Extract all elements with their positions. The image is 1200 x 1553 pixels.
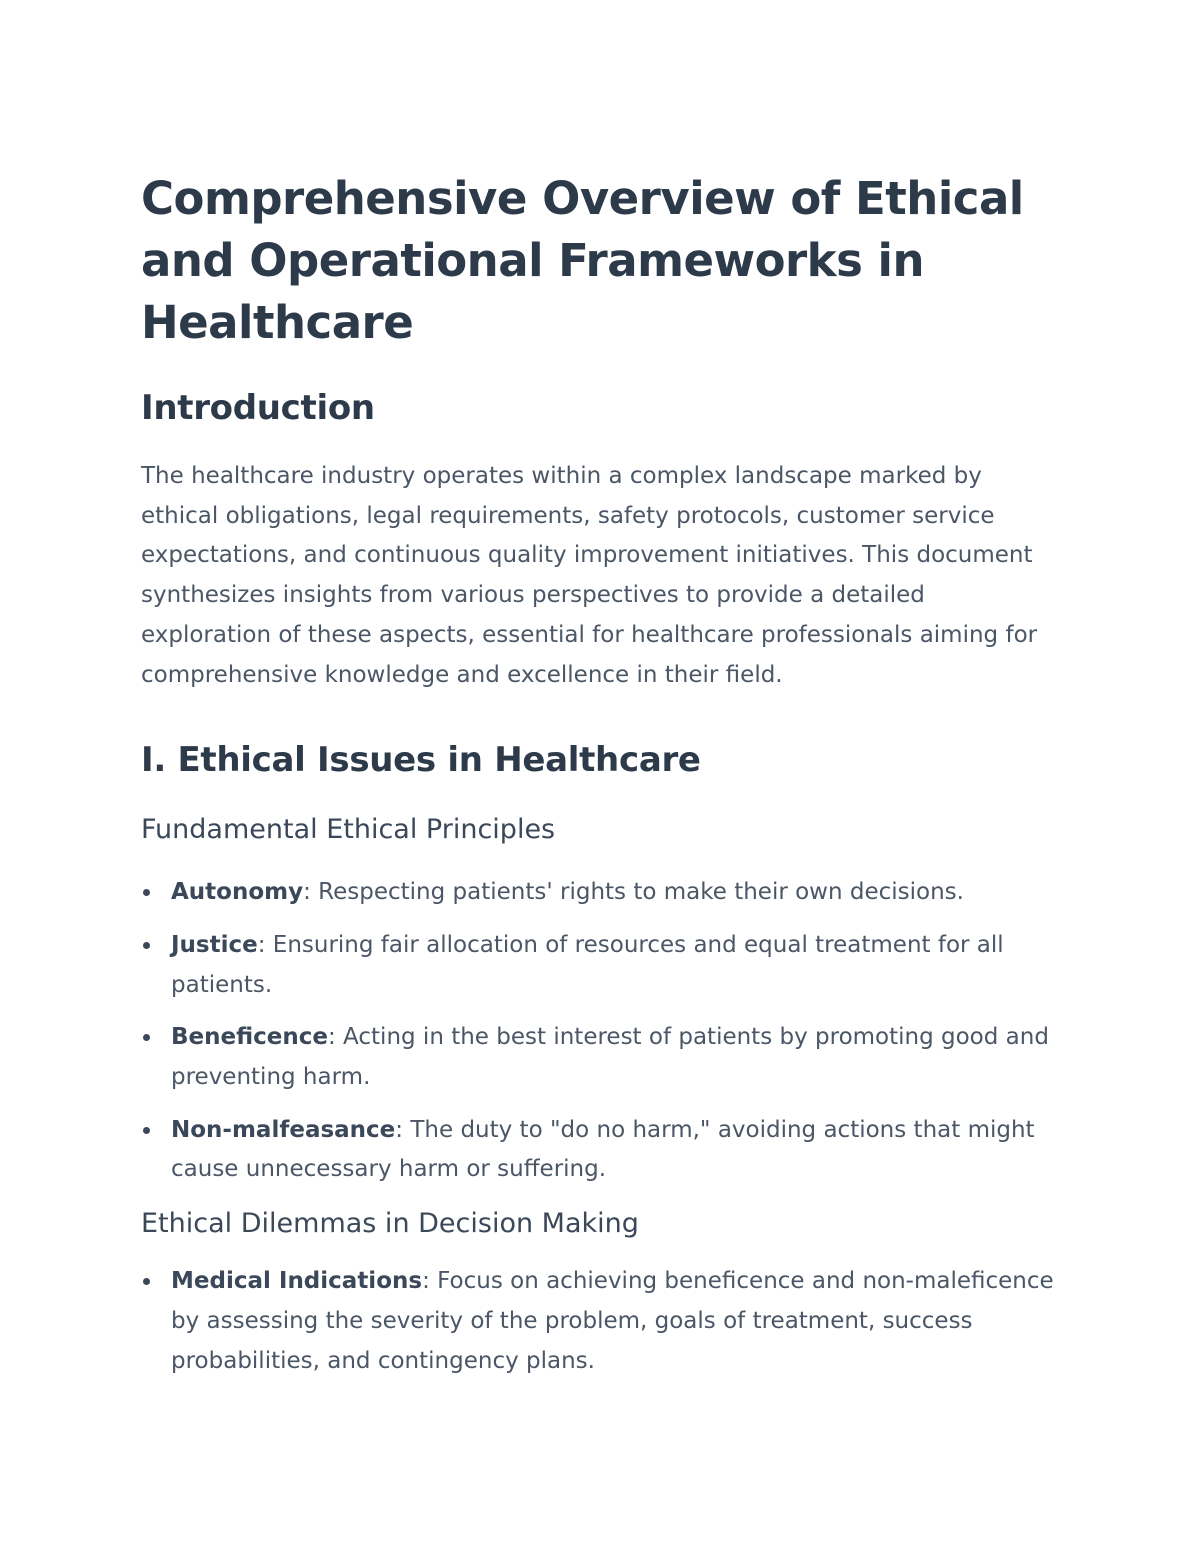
list-item — [141, 926, 1061, 1005]
bullet-icon — [143, 1278, 150, 1285]
list-item-text: : Ensuring fair allocation of resources and equal treatment for all patients. — [171, 931, 1004, 998]
list-item-term: Non-malfeasance — [171, 1116, 396, 1143]
list-item-text: : Focus on achieving beneficence and non-maleficence by assessing the severity of the problem, goals of treatment, success probabilities, and contingency plans. — [171, 1268, 1054, 1374]
list-item-term: Autonomy — [171, 879, 304, 906]
bullet-icon — [143, 889, 150, 896]
section-ethical-issues-heading: I. Ethical Issues in Healthcare — [141, 740, 701, 781]
list-item-text: : Acting in the best interest of patients by promoting good and preventing harm. — [171, 1024, 1049, 1091]
list-item — [141, 873, 1061, 913]
introduction-heading: Introduction — [141, 388, 375, 428]
document-title: Comprehensive Overview of Ethical and Operational Frameworks in Healthcare — [141, 172, 1024, 349]
list-item-text: : Respecting patients' rights to make their own decisions. — [303, 879, 964, 906]
introduction-paragraph: The healthcare industry operates within a complex landscape marked by ethical obligations, legal requirements, safety protocols, customer service expectations, and continuous quality improvement initiatives. This document synthesizes insights from various perspectives to provide a detailed exploration of these aspects, essential for healthcare professionals aiming for comprehensive knowledge and excellence in their field. — [141, 463, 1038, 688]
document-page — [141, 168, 1061, 1381]
bullet-icon — [143, 1034, 150, 1041]
bullet-icon — [143, 942, 150, 949]
principles-subheading: Fundamental Ethical Principles — [141, 814, 556, 846]
list-item-term: Medical Indications — [171, 1268, 423, 1295]
list-item — [141, 1262, 1061, 1381]
principles-list — [141, 873, 1061, 1190]
list-item-term: Beneficence — [171, 1024, 328, 1051]
list-item — [141, 1111, 1061, 1190]
dilemmas-list — [141, 1262, 1061, 1381]
list-item-text: : The duty to "do no harm," avoiding actions that might cause unnecessary harm or suffering. — [171, 1116, 1035, 1183]
bullet-icon — [143, 1127, 150, 1134]
dilemmas-subheading: Ethical Dilemmas in Decision Making — [141, 1208, 639, 1240]
list-item-term: Justice — [171, 931, 258, 958]
list-item — [141, 1018, 1061, 1097]
